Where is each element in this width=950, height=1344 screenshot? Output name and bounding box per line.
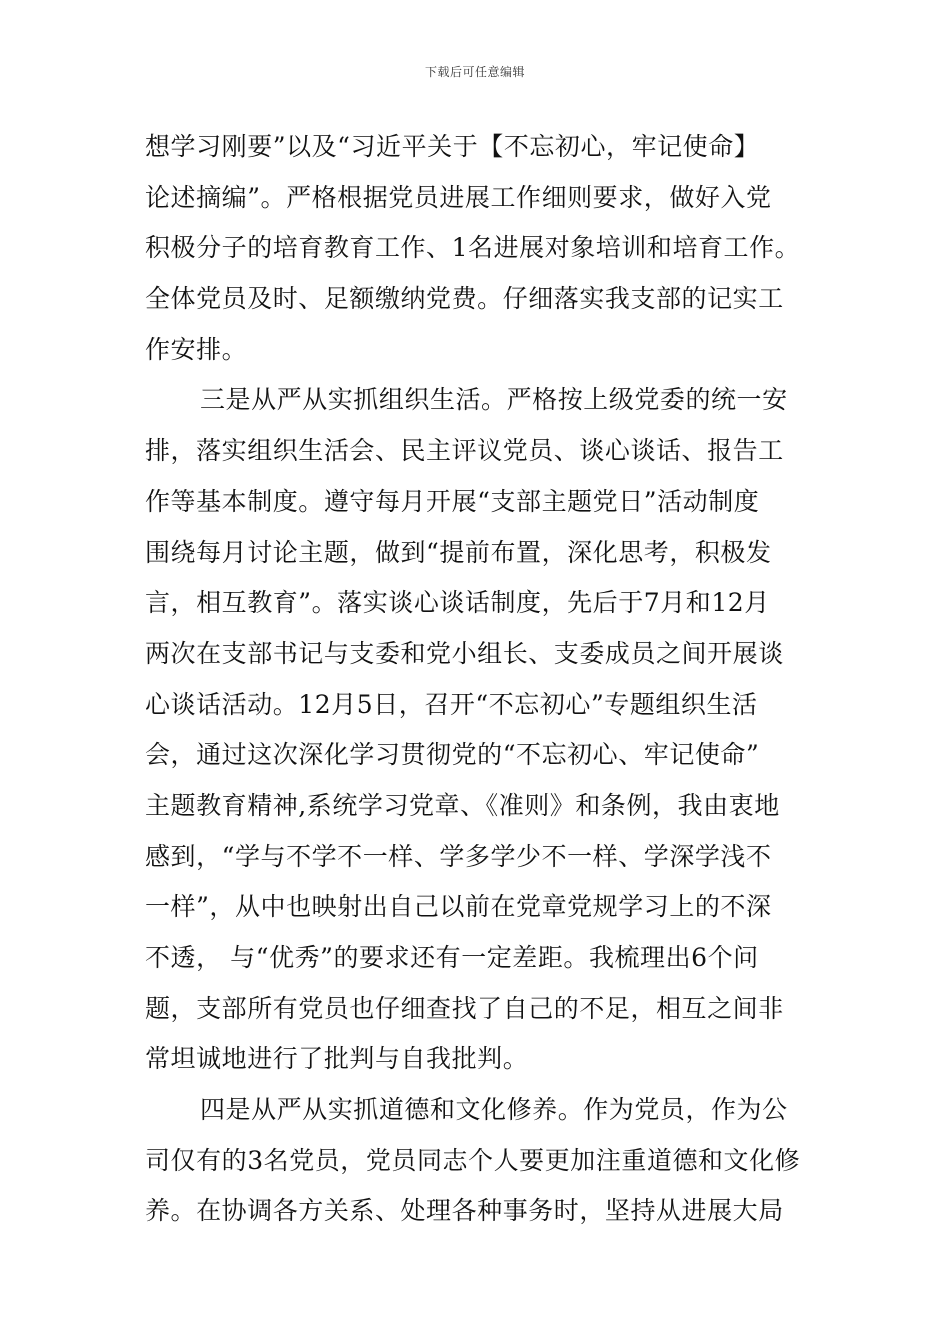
- text-line: 感到，“学与不学不一样、学多学少不一样、学深学浅不: [145, 841, 772, 871]
- text-line: 题，支部所有党员也仔细查找了自己的不足，相互之间非: [145, 993, 784, 1023]
- paragraph-start-line: 四是从严从实抓道德和文化修养。作为党员，作为公: [200, 1095, 788, 1125]
- text-line: 作等基本制度。遵守每月开展“支部主题党日”活动制度: [145, 486, 760, 516]
- text-line: 养。在协调各方关系、处理各种事务时，坚持从进展大局: [145, 1196, 784, 1226]
- text-line: 会，通过这次深化学习贯彻党的“不忘初心、牢记使命”: [145, 740, 760, 770]
- text-line: 排，落实组织生活会、民主评议党员、谈心谈话、报告工: [145, 436, 784, 466]
- text-line: 主题教育精神,系统学习党章、《准则》和条例，我由衷地: [145, 790, 780, 820]
- paragraph-start-line: 三是从严从实抓组织生活。严格按上级党委的统一安: [200, 385, 788, 415]
- text-line: 作安排。: [145, 334, 248, 364]
- document-body: [145, 122, 807, 1237]
- text-line: 围绕每月讨论主题，做到“提前布置，深化思考，积极发: [145, 537, 772, 567]
- text-line: 积极分子的培育教育工作、1名进展对象培训和培育工作。: [145, 233, 801, 263]
- text-line: 论述摘编”。严格根据党员进展工作细则要求，做好入党: [145, 182, 772, 212]
- text-line: 不透， 与“优秀”的要求还有一定差距。我梳理出6个问: [145, 943, 759, 972]
- text-line: 心谈话活动。12月5日，召开“不忘初心”专题组织生活: [145, 689, 758, 719]
- text-line: 常坦诚地进行了批判与自我批判。: [145, 1044, 529, 1074]
- page-header: 下载后可任意编辑: [424, 65, 525, 79]
- text-line: 言，相互教育”。落实谈心谈话制度，先后于7月和12月: [145, 588, 770, 618]
- text-line: 想学习刚要”以及“习近平关于【不忘初心，牢记使命】: [145, 132, 760, 161]
- text-line: 一样”，从中也映射出自己以前在党章党规学习上的不深: [145, 892, 772, 922]
- text-line: 两次在支部书记与支委和党小组长、支委成员之间开展谈: [145, 638, 784, 668]
- text-line: 司仅有的3名党员，党员同志个人要更加注重道德和文化修: [145, 1145, 801, 1175]
- text-line: 全体党员及时、足额缴纳党费。仔细落实我支部的记实工: [145, 284, 784, 314]
